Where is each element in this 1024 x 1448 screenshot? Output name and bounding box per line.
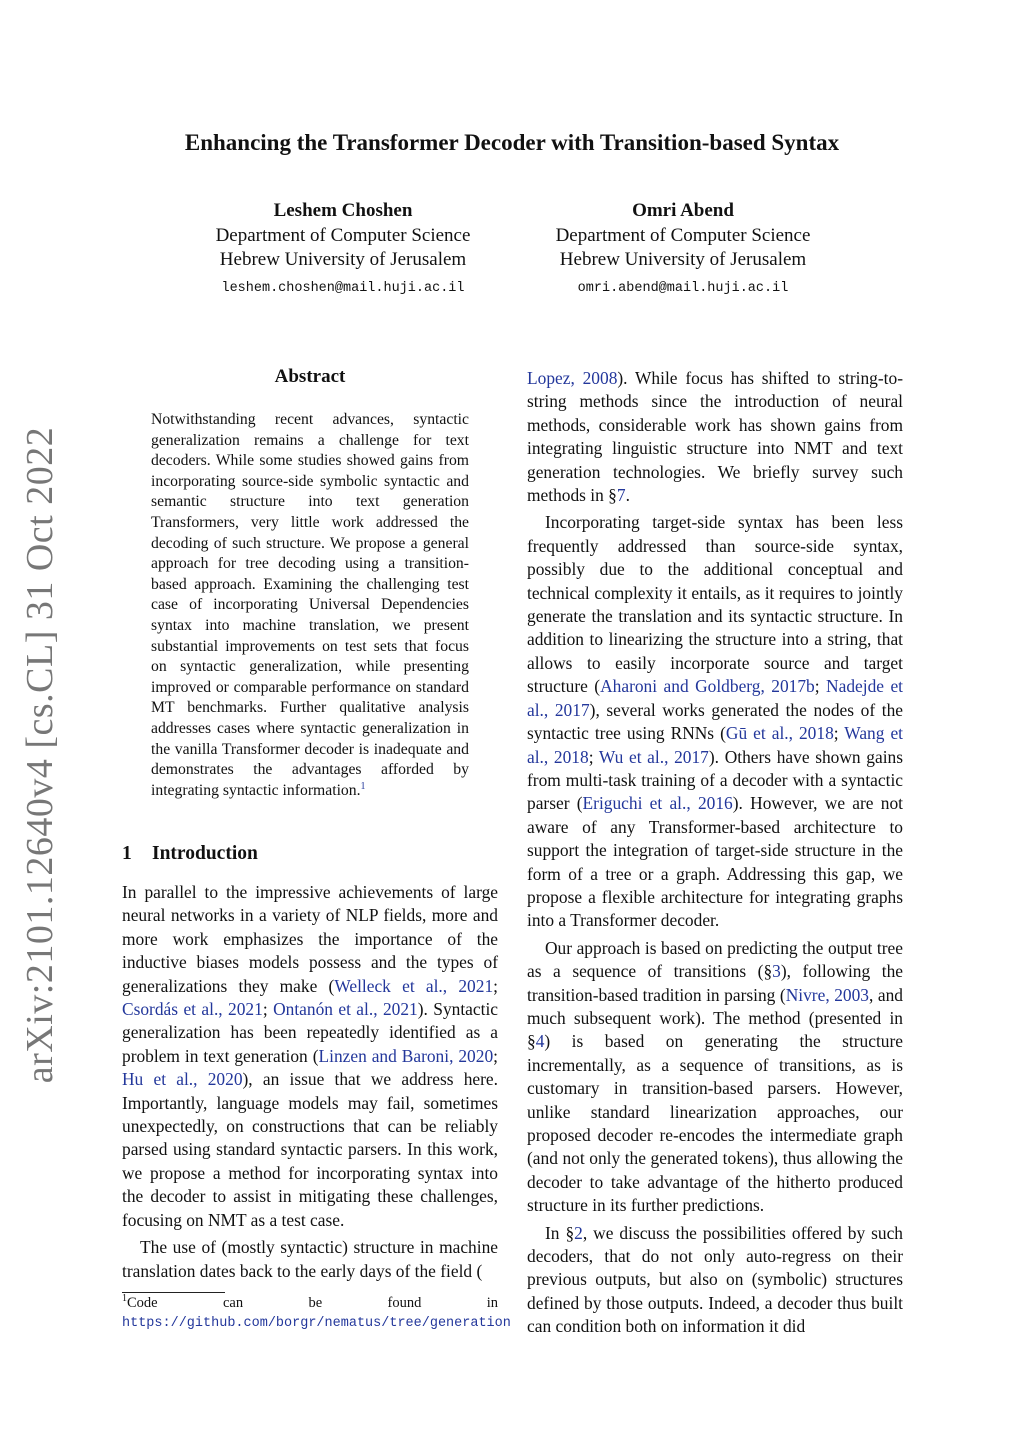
citation-link[interactable]: Wu et al., 2017 — [598, 746, 709, 767]
author-dept: Department of Computer Science — [215, 224, 471, 246]
right-column — [527, 367, 903, 1339]
citation-link[interactable]: Eriguchi et al., 2016 — [582, 793, 733, 814]
author-name: Omri Abend — [632, 200, 734, 221]
author-email: omri.abend@mail.huji.ac.il — [577, 280, 789, 296]
footnote-ref[interactable]: 1 — [360, 780, 366, 792]
author-email: leshem.choshen@mail.huji.ac.il — [221, 280, 465, 296]
paragraph: Lopez, 2008). While focus has shifted to string-to-string methods since the introduction of neural methods, considerable work has shown gains from integrating linguistic structure into NMT and text generation technologies. We briefly survey such methods in §7. — [527, 368, 903, 506]
citation-link[interactable]: Ontanón et al., 2021 — [273, 999, 418, 1020]
citation-link[interactable]: Hu et al., 2020 — [122, 1069, 243, 1090]
citation-link[interactable]: Gū et al., 2018 — [725, 723, 834, 744]
citation-link[interactable]: Linzen and Baroni, 2020 — [318, 1045, 494, 1066]
citation-link[interactable]: Welleck et al., 2021 — [334, 975, 494, 996]
footnote — [122, 1293, 511, 1333]
section-ref-link[interactable]: 2 — [574, 1222, 583, 1243]
footnote-mark: 1 — [122, 1293, 127, 1305]
paragraph: Incorporating target-side syntax has been less frequently addressed than source-side syntax, possibly due to the additional conceptual and technical complexity it entails, as it requires to jointly generate the translation and its syntactic structure. In addition to linearizing the structure into a string, that allows to easily incorporate source and target structure (Aharoni and Goldberg, 2017b; Nadejde et al., 2017), several works generated the nodes of the syntactic tree using RNNs (Gū et al., 2018; Wang et al., 2018; Wu et al., 2017). Others have shown gains from multi-task training of a decoder with a syntactic parser (Eriguchi et al., 2016). However, we are not aware of any Transformer-based architecture to support the integration of target-side structure in the form of a tree or a graph. Addressing this gap, we propose a flexible architecture for integrating graphs into a Transformer decoder. — [527, 512, 904, 931]
section-heading — [122, 843, 258, 865]
citation-link[interactable]: Nadejde et al., 2017 — [527, 676, 903, 720]
footnote-text: Code can be found in — [127, 1295, 498, 1311]
citation-link[interactable]: Csordás et al., 2021 — [122, 999, 263, 1020]
left-column — [122, 881, 498, 1283]
footnote-url-link[interactable]: https://github.com/borgr/nematus/tree/generation — [122, 1316, 511, 1331]
citation-link[interactable]: Wang et al., 2018 — [527, 723, 903, 767]
section-ref-link[interactable]: 4 — [535, 1031, 545, 1052]
author-block-1 — [173, 199, 513, 301]
author-name: Leshem Choshen — [273, 200, 413, 221]
arxiv-stamp-text: arXiv:2101.12640v4 [cs.CL] 31 Oct 2022 — [19, 426, 61, 1084]
paragraph: In parallel to the impressive achievements of large neural networks in a variety of NLP fields, more and more work emphasizes the importance of the inductive biases models possess and the types of generalizations they make (Welleck et al., 2021; Csordás et al., 2021; Ontanón et al., 2021). Syntactic generalization has been repeatedly identified as a problem in text generation (Linzen and Baroni, 2020; Hu et al., 2020), an issue that we address here. Importantly, language models may fail, sometimes unexpectedly, on constructions that can be reliably parsed using standard syntactic parsers. In this work, we propose a method for incorporating syntax into the decoder to assist in mitigating these challenges, focusing on NMT as a test case. — [122, 882, 499, 1230]
section-title: Introduction — [152, 843, 258, 864]
author-univ: Hebrew University of Jerusalem — [219, 249, 467, 270]
citation-link[interactable]: Nivre, 2003 — [785, 984, 869, 1005]
paragraph: In §2, we discuss the possibilities offered by such decoders, that do not only auto-regress on their previous outputs, but also on (symbolic) structures defined by those outputs. Indeed, a decoder thus built can condition both on information it did — [527, 1222, 903, 1337]
citation-link[interactable]: Aharoni and Goldberg, 2017b — [600, 676, 815, 697]
paragraph: Our approach is based on predicting the output tree as a sequence of transitions (§3), following the transition-based tradition in parsing (Nivre, 2003, and much subsequent work). The method (presented in §4) is based on generating the structure incrementally, as a sequence of transitions, as is customary in transition-based parsers. However, unlike standard linearization approaches, our proposed decoder re-encodes the intermediate graph (and not only the generated tokens), thus allowing the decoder to take advantage of the hitherto produced structure in its further predictions. — [527, 937, 904, 1216]
section-number: 1 — [122, 843, 132, 864]
section-ref-link[interactable]: 7 — [616, 485, 626, 506]
arxiv-stamp — [10, 426, 70, 1084]
paper-title: Enhancing the Transformer Decoder with Transition-based Syntax — [184, 130, 840, 155]
citation-link[interactable]: Lopez, 2008 — [527, 368, 618, 388]
author-univ: Hebrew University of Jerusalem — [559, 249, 807, 270]
abstract-heading: Abstract — [274, 366, 346, 387]
section-ref-link[interactable]: 3 — [772, 961, 781, 982]
abstract-text: Notwithstanding recent advances, syntactic generalization remains a challenge for text decoders. While some studies showed gains from incorporating source-side symbolic syntactic and semantic structure into text generation Transformers, very little work addressed the decoding of such structure. We propose a general approach for tree decoding using a transition-based approach. Examining the challenging test case of incorporating Universal Dependencies syntax into machine translation, we present substantial improvements on test sets that focus on syntactic generalization, while presenting improved or comparable performance on standard MT benchmarks. Further qualitative analysis addresses cases where syntactic generalization in the vanilla Transformer decoder is inadequate and demonstrates the advantages afforded by integrating syntactic information. — [151, 411, 469, 799]
abstract-body — [151, 410, 469, 801]
author-dept: Department of Computer Science — [555, 224, 811, 246]
author-block-2 — [513, 199, 853, 301]
footnote-divider — [122, 1292, 225, 1293]
paragraph-continued: The use of (mostly syntactic) structure in machine translation dates back to the early days of the field ( — [122, 1237, 498, 1281]
